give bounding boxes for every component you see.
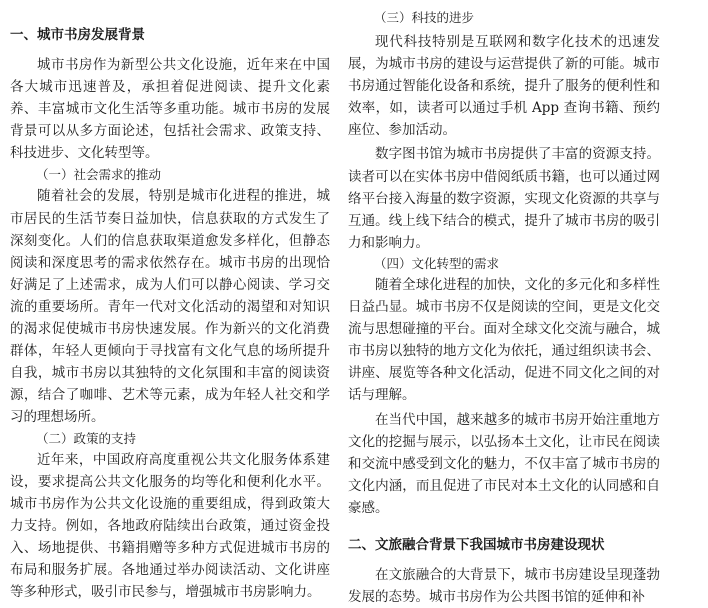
- intro-paragraph: 城市书房作为新型公共文化设施，近年来在中国各大城市迅速普及，承担着促进阅读、提升文化素养、丰富城市文化生活等多重功能。城市书房的发展背景可以从多方面论述，包括社会需求、政策支持、科技进步、文化转型等。: [10, 57, 330, 162]
- subsection2-paragraph: 近年来，中国政府高度重视公共文化服务体系建设，要求提高公共文化服务的均等化和便利化水平。城市书房作为公共文化设施的重要组成，得到政策大力支持。例如，各地政府陆续出台政策，通过资金投入、场地提供、书籍捐赠等多种方式促进城市书房的布局和服务扩展。各地通过举办阅读活动、文化讲座等多种形式，吸引市民参与，增强城市书房影响力。: [10, 451, 330, 601]
- subsection3-paragraph-1: 现代科技特别是互联网和数字化技术的迅速发展，为城市书房的建设与运营提供了新的可能。城市书房通过智能化设备和系统，提升了服务的便利性和效率，如，读者可以通过手机 App 查询书籍、预约座位、参加活动。: [348, 34, 660, 139]
- section2-paragraph: 在文旅融合的大背景下，城市书房建设呈现蓬勃发展的态势。城市书房作为公共图书馆的延伸和补: [348, 566, 660, 606]
- subsection1-title: （一）社会需求的推动: [36, 167, 162, 183]
- section2-title: 二、文旅融合背景下我国城市书房建设现状: [348, 536, 605, 553]
- subsection3-title: （三）科技的进步: [374, 10, 475, 25]
- subsection4-paragraph-1: 随着全球化进程的加快，文化的多元化和多样性日益凸显。城市书房不仅是阅读的空间，更是文化交流与思想碰撞的平台。面对全球文化交流与融合，城市书房以独特的地方文化为依托，通过组织读书会、讲座、展览等各种文化活动，促进不同文化之间的对话与理解。: [348, 276, 660, 404]
- left-column: [10, 0, 330, 603]
- section1-title: 一、城市书房发展背景: [10, 27, 145, 43]
- subsection1-paragraph: 随着社会的发展，特别是城市化进程的推进，城市居民的生活节奏日益加快，信息获取的方式发生了深刻变化。人们的信息获取渠道愈发多样化，但静态阅读和深度思考的需求依然存在。城市书房的出现恰好满足了上述需求，成为人们可以静心阅读、学习交流的重要场所。青年一代对文化活动的渴望和对知识的渴求促使城市书房快速发展。作为新兴的文化消费群体，年轻人更倾向于寻找富有文化气息的场所提升自我，城市书房以其独特的文化氛围和丰富的阅读资源，结合了咖啡、艺术等元素，成为年轻人社交和学习的理想场所。: [10, 188, 330, 426]
- subsection2-title: （二）政策的支持: [36, 430, 137, 446]
- right-column: [348, 0, 660, 608]
- subsection4-paragraph-2: 在当代中国，越来越多的城市书房开始注重地方文化的挖掘与展示，以弘扬本土文化，让市民在阅读和交流中感受到文化的魅力，不仅丰富了城市书房的文化内涵，而且促进了市民对本土文化的认同感和自豪感。: [348, 411, 660, 516]
- subsection4-title: （四）文化转型的需求: [374, 255, 500, 271]
- subsection3-paragraph-2: 数字图书馆为城市书房提供了丰富的资源支持。读者可以在实体书房中借阅纸质书籍，也可以通过网络平台接入海量的数字资源，实现文化资源的共享与互通。线上线下结合的模式，提升了城市书房的吸引力和影响力。: [348, 146, 660, 251]
